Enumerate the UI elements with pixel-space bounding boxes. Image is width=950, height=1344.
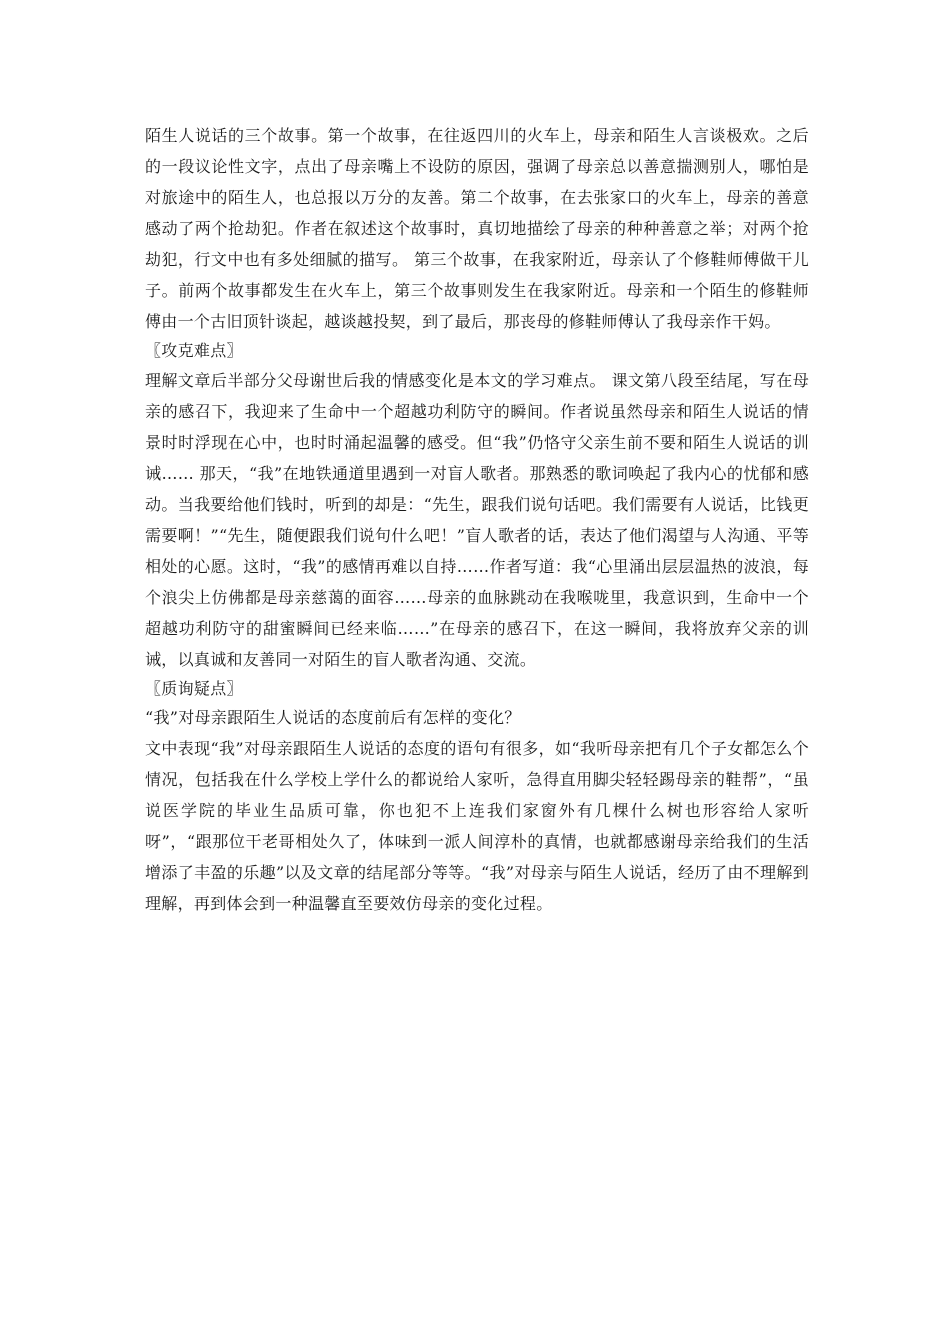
paragraph-answer: 文中表现“我”对母亲跟陌生人说话的态度的语句有很多，如“我听母亲把有几个子女都怎么个情况，包括我在什么学校上学什么的都说给人家听，急得直用脚尖轻轻踢母亲的鞋帮”，“虽说医学院的毕业生品质可靠，你也犯不上连我们家窗外有几棵什么树也形容给人家听呀”，“跟那位干老哥相处久了，体味到一派人间淳朴的真情，也就都感谢母亲给我们的生活增添了丰盈的乐趣”以及文章的结尾部分等等。“我”对母亲与陌生人说话，经历了由不理解到理解，再到体会到一种温馨直至要效仿母亲的变化过程。 bbox=[145, 739, 809, 913]
question-text: “我”对母亲跟陌生人说话的态度前后有怎样的变化？ bbox=[145, 708, 521, 727]
document-body bbox=[145, 120, 809, 919]
section-heading-difficulty: 〖攻克难点〗 bbox=[145, 341, 243, 360]
section-heading-question: 〖质询疑点〗 bbox=[145, 679, 243, 698]
paragraph-difficulty: 理解文章后半部分父母谢世后我的情感变化是本文的学习难点。 课文第八段至结尾，写在母亲的感召下，我迎来了生命中一个超越功利防守的瞬间。作者说虽然母亲和陌生人说话的情景时时浮现在心中，也时时涌起温馨的感受。但“我”仍恪守父亲生前不要和陌生人说话的训诫…… 那天，“我”在地铁通道里遇到一对盲人歌者。那熟悉的歌词唤起了我内心的忧郁和感动。当我要给他们钱时，听到的却是：“先生，跟我们说句话吧。我们需要有人说话，比钱更需要啊！”“先生，随便跟我们说句什么吧！”盲人歌者的话，表达了他们渴望与人沟通、平等相处的心愿。这时，“我”的感情再难以自持……作者写道：我“心里涌出层层温热的波浪，每个浪尖上仿佛都是母亲慈蔼的面容……母亲的血脉跳动在我喉咙里，我意识到，生命中一个超越功利防守的甜蜜瞬间已经来临……”在母亲的感召下，在这一瞬间，我将放弃父亲的训诫，以真诚和友善同一对陌生的盲人歌者沟通、交流。 bbox=[145, 371, 809, 669]
paragraph-story-summary: 陌生人说话的三个故事。第一个故事，在往返四川的火车上，母亲和陌生人言谈极欢。之后的一段议论性文字，点出了母亲嘴上不设防的原因，强调了母亲总以善意揣测别人，哪怕是对旅途中的陌生人，也总报以万分的友善。第二个故事，在去张家口的火车上，母亲的善意感动了两个抢劫犯。作者在叙述这个故事时，真切地描绘了母亲的种种善意之举；对两个抢劫犯，行文中也有多处细腻的描写。 第三个故事，在我家附近，母亲认了个修鞋师傅做干儿子。前两个故事都发生在火车上，第三个故事则发生在我家附近。母亲和一个陌生的修鞋师傅由一个古旧顶针谈起，越谈越投契，到了最后，那丧母的修鞋师傅认了我母亲作干妈。 bbox=[145, 126, 809, 331]
